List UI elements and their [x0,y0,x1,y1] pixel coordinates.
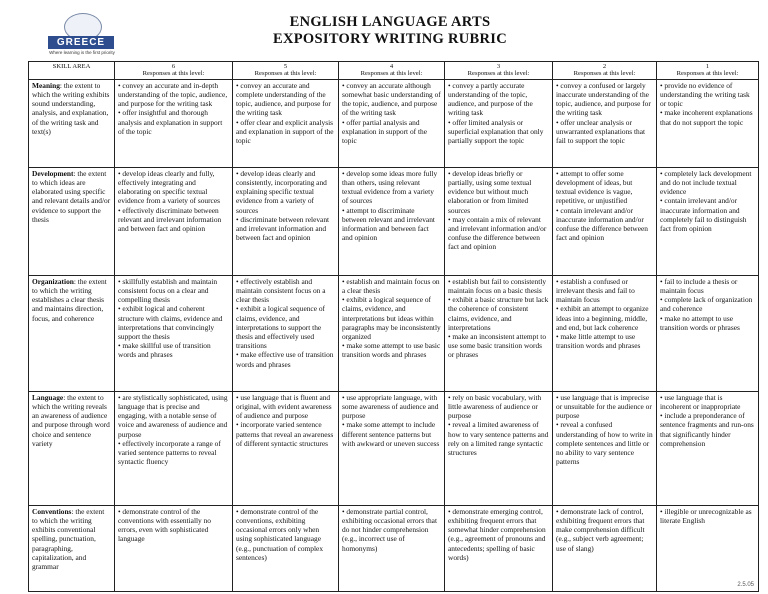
descriptor-bullet: • exhibit a logical sequence of claims, evidence, and interpretations to support the thesis and effectively used transitions [236,304,325,351]
descriptor-cell-level-3 [445,167,553,275]
descriptor-cell-level-6 [115,167,233,275]
rubric-row-conventions [29,505,759,591]
descriptor-cell-level-1 [657,79,759,167]
criterion-description: : the extent to which the writing establishes a clear thesis and maintains direction, focus, and coherence [32,276,107,323]
criterion-description: : the extent to which ideas are elaborated using specific and relevant details and/or evidence to support the thesis [32,168,111,224]
descriptor-bullet: • reveal a limited awareness of how to vary sentence patterns and rely on a limited range syntactic structures [448,420,549,458]
level-label: Responses at this level: [676,70,739,78]
descriptor-cell-level-5 [233,275,339,391]
descriptor-cell-level-3 [445,505,553,591]
descriptor-bullet: • effectively discriminate between relevant and irrelevant information and between fact and opinion [118,205,222,234]
level-label: Responses at this level: [254,70,317,78]
rubric-row-organization [29,275,759,391]
descriptor-bullet: • reveal a confused understanding of how to write in complete sentences and little or no ability to vary sentence patterns [556,420,653,467]
page-number: 2.5.05 [737,582,754,588]
descriptor-bullet: • exhibit a basic structure but lack the coherence of consistent claims, evidence, and interpretations [448,295,549,332]
descriptor-bullet: • make little attempt to use transition words and phrases [556,332,641,351]
level-label: Responses at this level: [467,70,530,78]
skill-area-cell [29,391,115,505]
criterion-description: : the extent to which the writing exhibits conventional spelling, punctuation, paragraphing, capitalization, and grammar [32,506,105,572]
descriptor-cell-level-3 [445,275,553,391]
descriptor-cell-level-5 [233,391,339,505]
descriptor-bullet: • contain irrelevant and/or inaccurate information and/or confuse the difference between fact and opinion [556,205,648,243]
descriptor-cell-level-1 [657,505,759,591]
level-label: Responses at this level: [360,70,423,78]
descriptor-bullet: • establish and maintain focus on a clear thesis [342,276,440,296]
skill-area-cell [29,275,115,391]
logo-wordmark: GREECE [48,36,114,49]
descriptor-cell-level-2 [553,505,657,591]
descriptor-bullet: • attempt to offer some development of ideas, but textual evidence is vague, repetitive, or unjustified [556,168,633,206]
level-score: 1 [705,63,710,70]
descriptor-bullet: • provide no evidence of understanding the writing task or topic [660,80,750,109]
descriptor-bullet: • include a preponderance of sentence fragments and run-ons that significantly hinder comprehension [660,411,754,448]
descriptor-cell-level-3 [445,79,553,167]
descriptor-bullet: • make skillful use of transition words and phrases [118,341,211,360]
descriptor-bullet: • contain irrelevant and/or inaccurate information and completely fail to distinguish fact from opinion [660,196,747,234]
rubric-row-language [29,391,759,505]
descriptor-bullet: • demonstrate partial control, exhibiting occasional errors that do not hinder comprehension (e.g., incorrect use of homonyms) [342,506,438,553]
title-line-1: ENGLISH LANGUAGE ARTS [289,14,491,30]
rubric-row-development [29,167,759,275]
criterion-name: Language [32,392,64,402]
descriptor-cell-level-2 [553,79,657,167]
descriptor-bullet: • discriminate between relevant and irrelevant information and between fact and opinion [236,214,330,243]
level-header-4 [339,62,445,80]
descriptor-bullet: • demonstrate emerging control, exhibiting frequent errors that somewhat hinder comprehension (e.g., agreement of pronouns and antecedents; spelling of basic words) [448,506,546,562]
descriptor-bullet: • skillfully establish and maintain consistent focus on a clear and compelling thesis [118,276,218,305]
descriptor-bullet: • use language that is incoherent or inappropriate [660,392,741,412]
descriptor-cell-level-6 [115,275,233,391]
descriptor-bullet: • exhibit logical and coherent structure with claims, evidence and interpretations that convincingly support the thesis [118,304,223,342]
descriptor-bullet: • complete lack of organization and coherence [660,295,753,314]
descriptor-bullet: • are stylistically sophisticated, using language that is precise and engaging, with a notable sense of voice and awareness of audience and purpose [118,392,228,439]
descriptor-bullet: • attempt to discriminate between relevant and irrelevant information and between fact and opinion [342,205,435,243]
level-score: 2 [602,63,607,70]
descriptor-cell-level-6 [115,79,233,167]
descriptor-bullet: • offer limited analysis or superficial explanation that only partially support the topic [448,117,544,146]
descriptor-bullet: • convey an accurate and complete understanding of the topic, audience, and purpose for the writing task [236,80,331,118]
level-label: Responses at this level: [142,70,205,78]
level-score: 5 [283,63,288,70]
descriptor-bullet: • use language that is fluent and original, with evident awareness of audience and purpose [236,392,332,421]
descriptor-bullet: • develop ideas clearly and consistently, incorporating and explaining specific textual evidence from a variety of sources [236,168,327,215]
descriptor-bullet: • develop ideas clearly and fully, effectively integrating and elaborating on specific textual evidence from a variety of sources [118,168,220,206]
descriptor-bullet: • establish a confused or irrelevant thesis and fail to maintain focus [556,276,635,305]
descriptor-bullet: • make no attempt to use transition words or phrases [660,313,740,332]
title-line-2: EXPOSITORY WRITING RUBRIC [273,31,507,47]
descriptor-bullet: • effectively establish and maintain consistent focus on a clear thesis [236,276,326,305]
descriptor-bullet: • develop some ideas more fully than others, using relevant textual evidence from a variety of sources [342,168,438,206]
logo-tagline: Where learning is the first priority [49,50,115,55]
criterion-name: Meaning [32,80,60,90]
descriptor-cell-level-5 [233,505,339,591]
descriptor-cell-level-2 [553,391,657,505]
descriptor-bullet: • offer partial analysis and explanation in support of the topic [342,117,427,146]
descriptor-bullet: • exhibit a logical sequence of claims, evidence, and interpretations but ideas within paragraphs may be inconsistently organized [342,295,441,342]
criterion-description: : the extent to which the writing exhibits sound understanding, analysis, and explanation, of the writing task and text(s) [32,80,110,136]
skill-area-cell [29,505,115,591]
descriptor-bullet: • develop ideas briefly or partially, using some textual evidence but without much elaboration or from limited sources [448,168,532,215]
descriptor-bullet: • make effective use of transition words and phrases [236,350,334,369]
descriptor-cell-level-1 [657,391,759,505]
descriptor-bullet: • completely lack development and do not include textual evidence [660,168,752,197]
descriptor-bullet: • convey an accurate although somewhat basic understanding of the topic, audience, and purpose of the writing task [342,80,441,118]
descriptor-cell-level-6 [115,391,233,505]
descriptor-bullet: • make some attempt to include different sentence patterns but with awkward or uneven success [342,420,440,448]
criterion-name: Organization [32,276,74,286]
descriptor-cell-level-1 [657,167,759,275]
descriptor-cell-level-4 [339,505,445,591]
descriptor-bullet: • demonstrate control of the conventions with essentially no errors, even with sophisticated language [118,506,211,544]
level-header-3 [445,62,553,80]
level-score: 6 [171,63,176,70]
descriptor-bullet: • convey a partly accurate understanding of the topic, audience, and purpose of the writing task [448,80,533,118]
descriptor-cell-level-6 [115,505,233,591]
descriptor-cell-level-1 [657,275,759,391]
descriptor-cell-level-5 [233,167,339,275]
level-score: 3 [496,63,501,70]
descriptor-cell-level-2 [553,167,657,275]
criterion-description: : the extent to which the writing reveals an awareness of audience and purpose through word choice and sentence variety [32,392,110,448]
level-header-5 [233,62,339,80]
descriptor-bullet: • may contain a mix of relevant and irrelevant information and/or confuse the difference between fact and opinion [448,214,547,252]
descriptor-cell-level-4 [339,167,445,275]
descriptor-bullet: • use appropriate language, with some awareness of audience and purpose [342,392,439,421]
header-row [29,62,759,80]
rubric-table [28,61,759,592]
descriptor-cell-level-5 [233,79,339,167]
criterion-name: Development [32,168,74,178]
descriptor-bullet: • offer unclear analysis or unwarranted explanations that fail to support the topic [556,117,646,146]
descriptor-cell-level-4 [339,79,445,167]
descriptor-bullet: • convey an accurate and in-depth understanding of the topic, audience, and purpose for the writing task [118,80,228,109]
descriptor-bullet: • fail to include a thesis or maintain focus [660,276,738,296]
descriptor-bullet: • rely on basic vocabulary, with little awareness of audience or purpose [448,392,542,421]
descriptor-bullet: • exhibit an attempt to organize ideas into a beginning, middle, and end, but lack coherence [556,304,649,332]
rubric-row-meaning [29,79,759,167]
rubric-body [29,79,759,591]
level-label: Responses at this level: [573,70,636,78]
descriptor-bullet: • effectively incorporate a range of varied sentence patterns to reveal syntactic fluency [118,438,221,467]
skill-area-cell [29,79,115,167]
level-header-6 [115,62,233,80]
page-title [250,14,530,48]
skill-area-cell [29,167,115,275]
descriptor-bullet: • convey a confused or largely inaccurate understanding of the topic, audience, and purpose for the writing task [556,80,651,118]
descriptor-bullet: • demonstrate lack of control, exhibiting frequent errors that make comprehension difficult (e.g., subject verb agreement; use of slang) [556,506,645,553]
level-header-2 [553,62,657,80]
descriptor-bullet: • offer insightful and thorough analysis and explanation in support of the topic [118,108,223,136]
criterion-name: Conventions [32,506,72,516]
descriptor-cell-level-4 [339,275,445,391]
descriptor-bullet: • offer clear and explicit analysis and explanation in support of the topic [236,117,334,146]
descriptor-bullet: • incorporate varied sentence patterns that reveal an awareness of different syntactic structures [236,420,334,448]
descriptor-bullet: • make some attempt to use basic transition words and phrases [342,341,441,360]
district-logo [34,13,132,59]
skill-area-header: SKILL AREA [29,62,115,80]
descriptor-cell-level-3 [445,391,553,505]
descriptor-cell-level-2 [553,275,657,391]
descriptor-cell-level-4 [339,391,445,505]
level-score: 4 [389,63,394,70]
descriptor-bullet: • make an inconsistent attempt to use some basic transition words or phrases [448,332,547,360]
descriptor-bullet: • illegible or unrecognizable as literate English [660,506,752,526]
descriptor-bullet: • demonstrate control of the conventions, exhibiting occasional errors only when using sophisticated language (e.g., punctuation of complex sentences) [236,506,324,562]
descriptor-bullet: • use language that is imprecise or unsuitable for the audience or purpose [556,392,652,421]
descriptor-bullet: • establish but fail to consistently maintain focus on a basic thesis [448,276,547,296]
level-header-1 [657,62,759,80]
descriptor-bullet: • make incoherent explanations that do not support the topic [660,108,753,127]
